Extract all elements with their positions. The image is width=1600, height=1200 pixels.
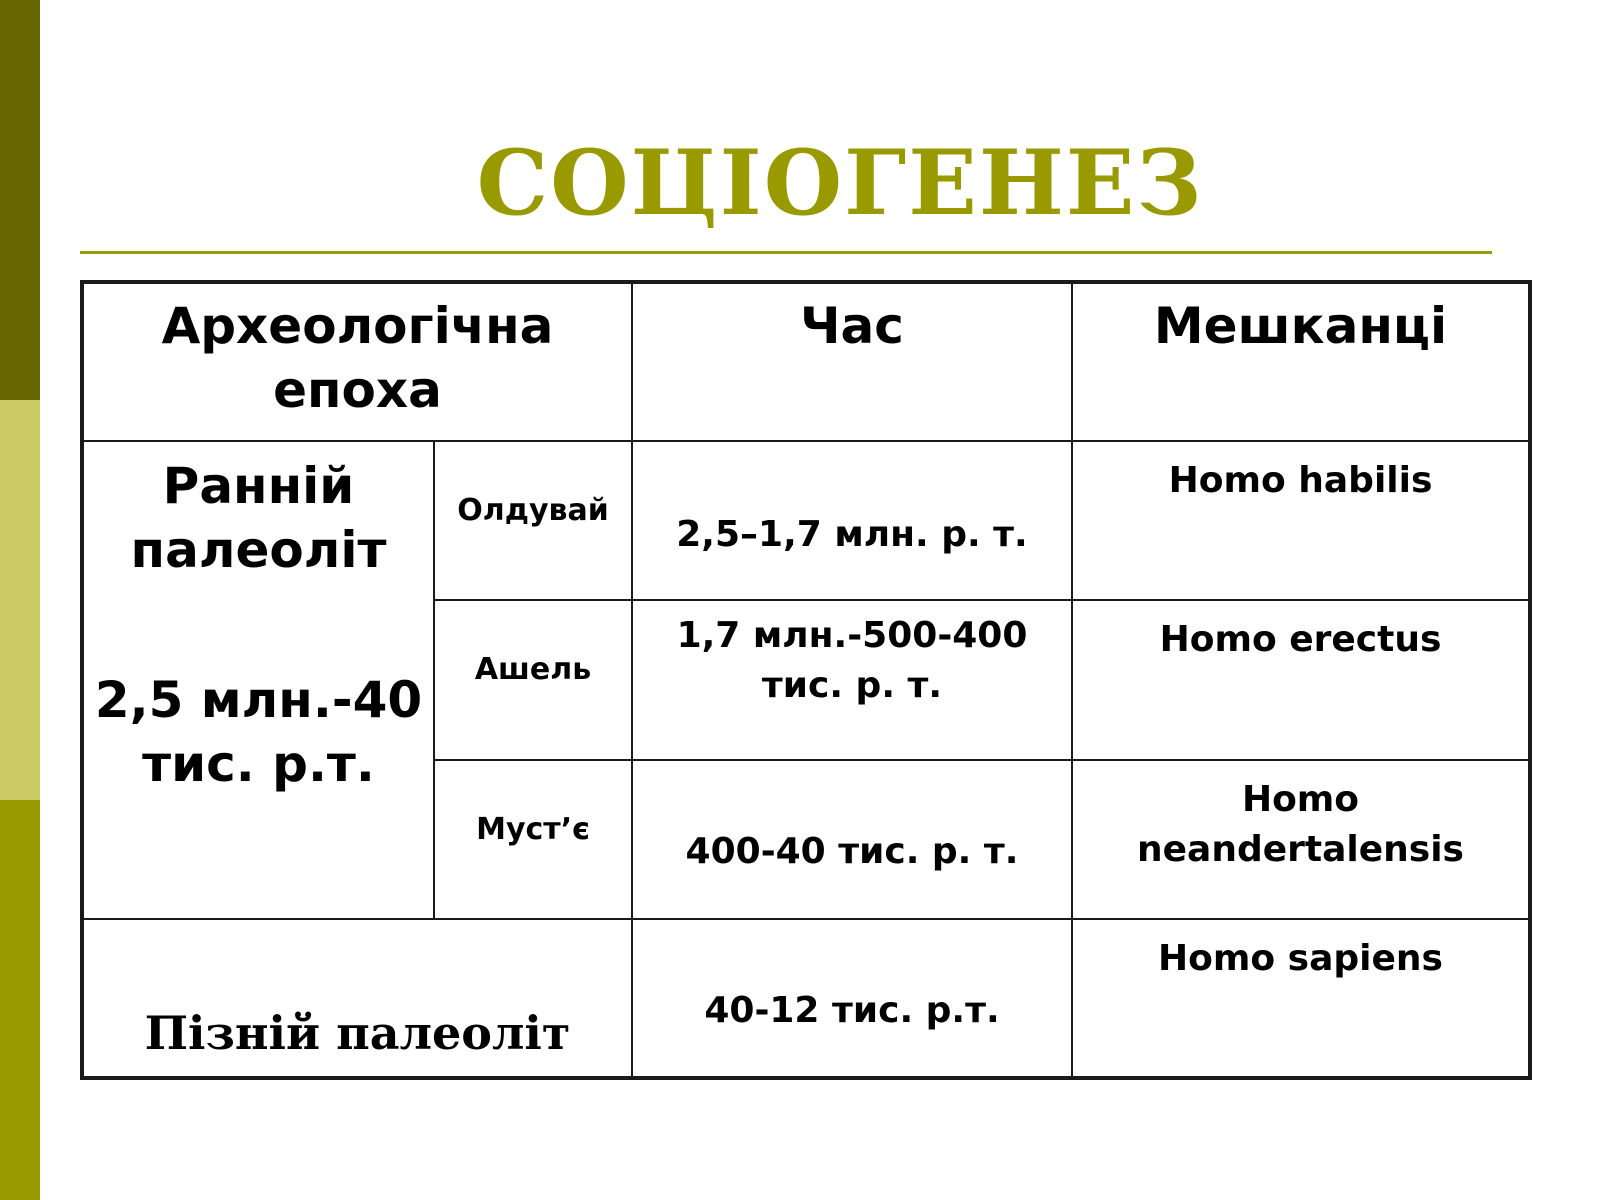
slide-title: СОЦІОГЕНЕЗ: [476, 130, 1204, 236]
late-paleolithic-name: Пізній палеоліт: [144, 1006, 571, 1060]
culture-label: Ашель: [474, 652, 592, 688]
time-cell: [632, 600, 1072, 759]
side-bar-middle: [0, 400, 40, 800]
time-value: 1,7 млн.-500-400 тис. р. т.: [676, 615, 1028, 707]
header-epoch-label: Археологічна епоха: [161, 297, 554, 419]
time-cell: [632, 760, 1072, 919]
time-cell: [632, 441, 1072, 600]
table-row: [82, 441, 1530, 600]
early-paleolithic-name: Ранній палеоліт: [130, 457, 387, 580]
residents-value: Homo erectus: [1159, 619, 1442, 661]
header-residents-label: Мешканці: [1153, 297, 1448, 355]
early-paleolithic-range: 2,5 млн.-40 тис. р.т.: [94, 671, 423, 794]
residents-cell: [1072, 441, 1530, 600]
residents-cell: [1072, 760, 1530, 919]
residents-value: Homo habilis: [1168, 460, 1433, 502]
culture-label: Муст’є: [476, 811, 590, 847]
sociogenesis-table: [80, 280, 1532, 1080]
early-paleolithic-cell: [82, 441, 434, 919]
residents-cell: [1072, 600, 1530, 759]
residents-cell: [1072, 919, 1530, 1078]
table-header-row: [82, 282, 1530, 441]
header-residents: [1072, 282, 1530, 441]
residents-value: Homo neandertalensis: [1137, 778, 1464, 870]
residents-value: Homo sapiens: [1158, 937, 1443, 979]
time-value: 2,5–1,7 млн. р. т.: [676, 514, 1028, 556]
late-paleolithic-cell: [82, 919, 632, 1078]
header-time: [632, 282, 1072, 441]
time-cell: [632, 919, 1072, 1078]
header-time-label: Час: [800, 297, 904, 355]
time-value: 40-12 тис. р.т.: [704, 989, 1000, 1031]
culture-label: Олдувай: [457, 493, 609, 529]
culture-cell: [434, 441, 632, 600]
side-bar-bottom: [0, 800, 40, 1200]
header-epoch: [82, 282, 632, 441]
time-value: 400-40 тис. р. т.: [685, 830, 1019, 872]
culture-cell: [434, 600, 632, 759]
side-bar-top: [0, 0, 40, 400]
table-row: [82, 919, 1530, 1078]
title-divider: [80, 251, 1492, 254]
culture-cell: [434, 760, 632, 919]
